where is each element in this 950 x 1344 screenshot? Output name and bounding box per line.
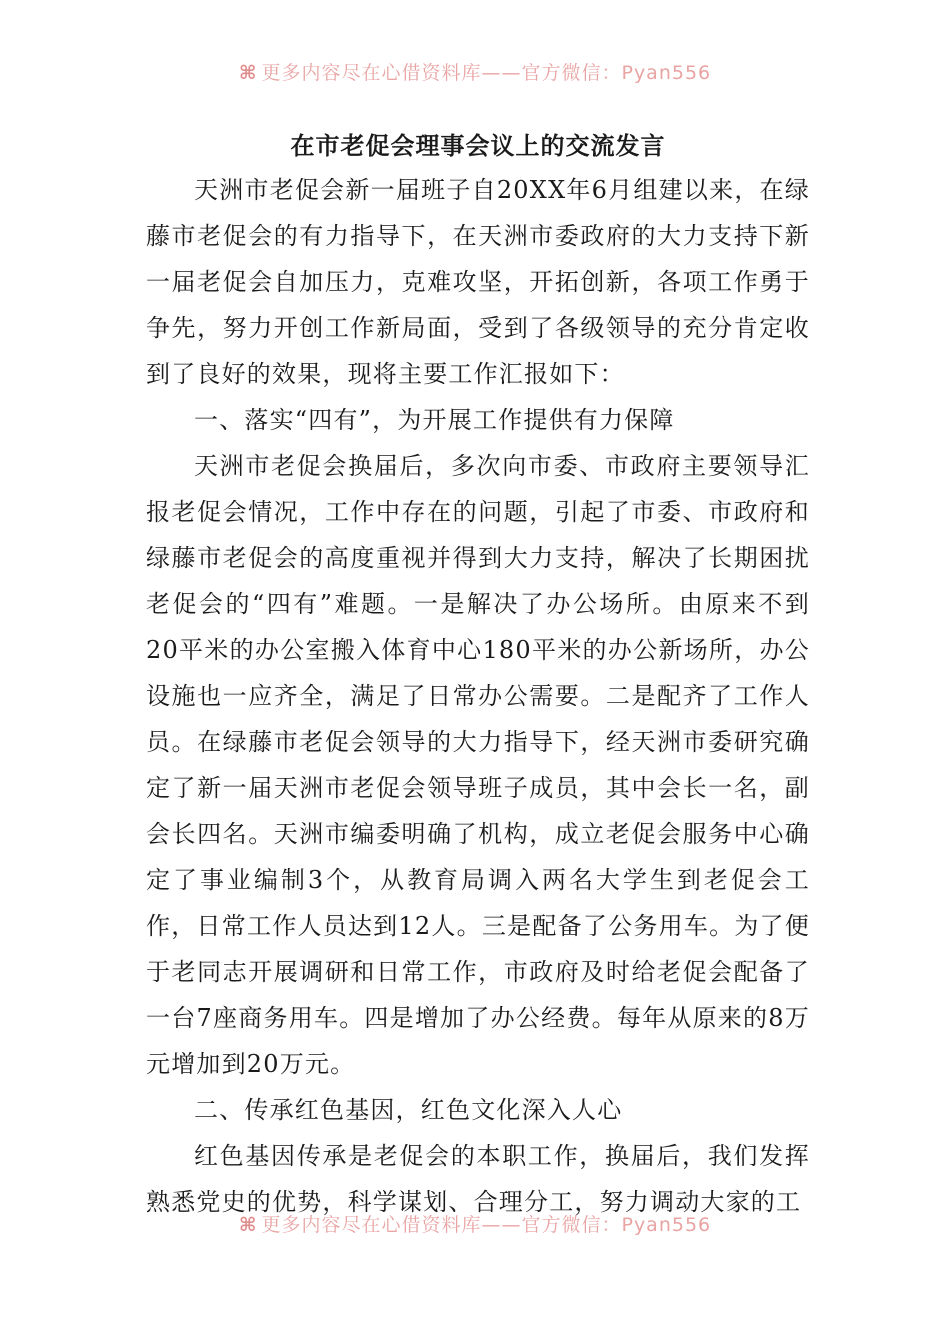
watermark-logo-icon: ⌘ bbox=[238, 1214, 258, 1236]
watermark-text: 更多内容尽在心借资料库——官方微信：Pyan556 bbox=[261, 1214, 712, 1236]
document-title: 在市老促会理事会议上的交流发言 bbox=[290, 131, 666, 160]
paragraph-intro: 天洲市老促会新一届班子自20XX年6月组建以来，在绿藤市老促会的有力指导下，在天洲市委政府的大力支持下新一届老促会自加压力，克难攻坚，开拓创新，各项工作勇于争先，努力开创工作新局面，受到了各级领导的充分肯定收到了良好的效果，现将主要工作汇报如下： bbox=[146, 176, 810, 388]
paragraph-section-1: 天洲市老促会换届后，多次向市委、市政府主要领导汇报老促会情况，工作中存在的问题，引起了市委、市政府和绿藤市老促会的高度重视并得到大力支持，解决了长期困扰老促会的“四有”难题。一是解决了办公场所。由原来不到20平米的办公室搬入体育中心180平米的办公新场所，办公设施也一应齐全，满足了日常办公需要。二是配齐了工作人员。在绿藤市老促会领导的大力指导下，经天洲市委研究确定了新一届天洲市老促会领导班子成员，其中会长一名，副会长四名。天洲市编委明确了机构，成立老促会服务中心确定了事业编制3个，从教育局调入两名大学生到老促会工作，日常工作人员达到12人。三是配备了公务用车。为了便于老同志开展调研和日常工作，市政府及时给老促会配备了一台7座商务用车。四是增加了办公经费。每年从原来的8万元增加到20万元。 bbox=[146, 452, 810, 1078]
paragraph-section-2: 红色基因传承是老促会的本职工作，换届后，我们发挥熟悉党史的优势，科学谋划、合理分工，努力调动大家的工 bbox=[146, 1142, 810, 1216]
section-heading-1: 一、落实“四有”，为开展工作提供有力保障 bbox=[194, 406, 675, 434]
watermark-logo-icon: ⌘ bbox=[238, 62, 258, 84]
header-watermark bbox=[0, 58, 950, 85]
section-heading-2: 二、传承红色基因，红色文化深入人心 bbox=[194, 1096, 623, 1124]
watermark-text: 更多内容尽在心借资料库——官方微信：Pyan556 bbox=[261, 62, 712, 84]
footer-watermark bbox=[0, 1210, 950, 1237]
document-body bbox=[146, 124, 810, 1225]
